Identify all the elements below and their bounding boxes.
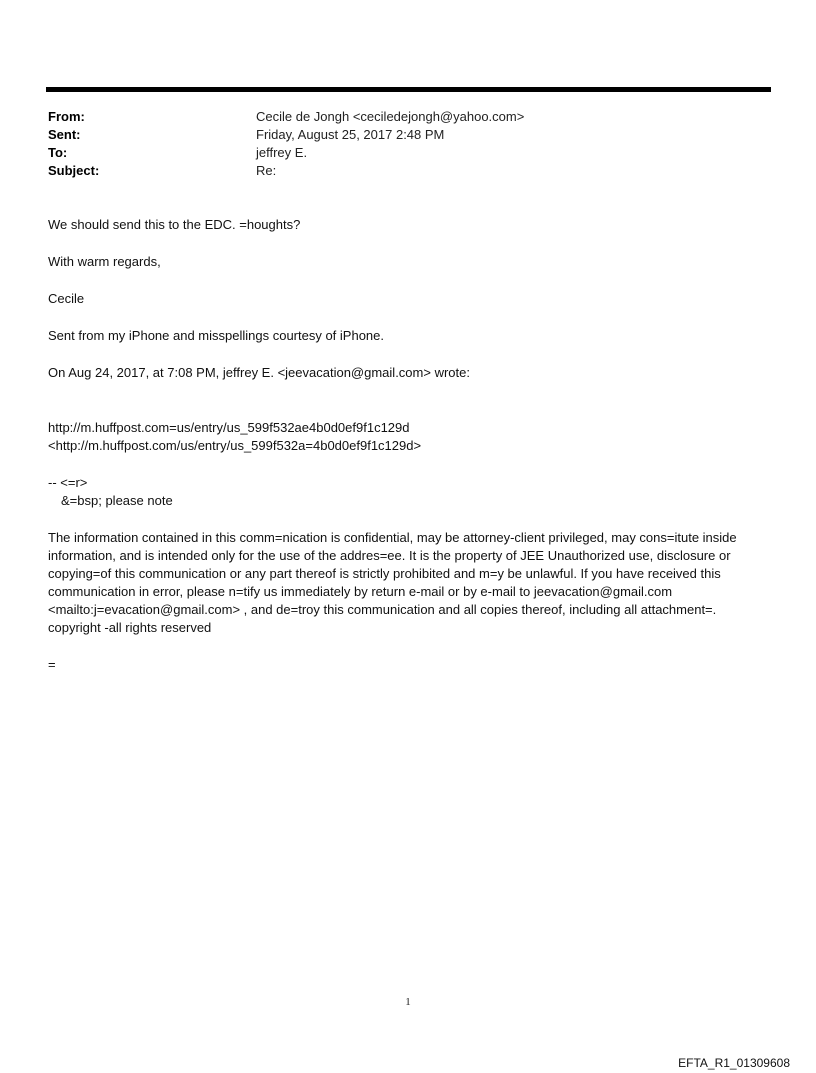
quote-intro: On Aug 24, 2017, at 7:08 PM, jeffrey E. <jeevacation@gmail.com> wrote: xyxy=(48,365,470,380)
trailing-mark: = xyxy=(48,657,56,672)
header-value: jeffrey E. xyxy=(256,145,308,160)
page-number: 1 xyxy=(405,996,411,1008)
signature-note: &=bsp; please note xyxy=(61,493,173,508)
header-subject xyxy=(48,162,768,180)
header-sent xyxy=(48,126,768,144)
header-value: Re: xyxy=(256,163,277,178)
header-from xyxy=(48,108,768,126)
document-id: EFTA_R1_01309608 xyxy=(678,1056,790,1070)
header-value: Friday, August 25, 2017 2:48 PM xyxy=(256,127,445,142)
header-label: Subject: xyxy=(48,163,100,178)
body-line: We should send this to the EDC. =houghts? xyxy=(48,217,301,232)
header-to xyxy=(48,144,768,162)
header-label: Sent: xyxy=(48,127,81,142)
link-text: http://m.huffpost.com=us/entry/us_599f532ae4b0d0ef9f1c129d xyxy=(48,420,410,435)
email-body xyxy=(48,216,768,674)
closing-line: With warm regards, xyxy=(48,254,161,269)
signature-name: Cecile xyxy=(48,291,85,306)
header-rule xyxy=(46,87,771,92)
email-headers xyxy=(48,108,768,180)
sent-from-line: Sent from my iPhone and misspellings courtesy of iPhone. xyxy=(48,328,385,343)
disclaimer-paragraph: The information contained in this comm=nication is confidential, may be attorney-client privileged, may cons=itute inside information, and is intended only for the use of the addres=ee. It is the property of JEE Unauthorized use, disclosure or copying=of this communication or any part thereof is strictly prohibited and m=y be unlawful. If you have received this communication in error, please n=tify us immediately by return e-mail or by e-mail to jeevacation@gmail.com <mailto:j=evacation@gmail.com> , and de=troy this communication and all copies thereof, including all attachment=. copyright -all rights reserved xyxy=(48,530,737,635)
header-label: To: xyxy=(48,145,68,160)
link-text: <http://m.huffpost.com/us/entry/us_599f532a=4b0d0ef9f1c129d> xyxy=(48,438,422,453)
signature-dash: -- <=r> xyxy=(48,475,88,490)
header-value: Cecile de Jongh <ceciledejongh@yahoo.com> xyxy=(256,109,525,124)
header-label: From: xyxy=(48,109,85,124)
